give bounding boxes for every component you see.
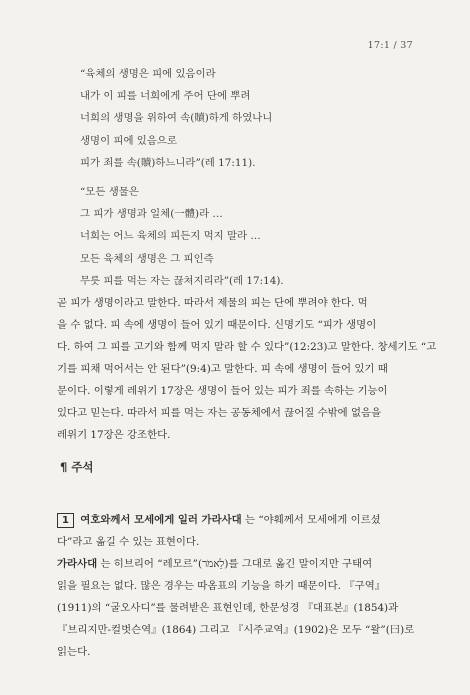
scripture-quote-2 [80,181,284,292]
quote-line: 모든 육체의 생명은 그 피인즉 [80,252,214,265]
body-line: 레위기 17장은 강조한다. [57,429,171,441]
scripture-quote-1 [80,63,272,174]
note-2-line: 읽을 필요는 없다. 많은 경우는 따옴표의 기능을 하기 때문이다. 『구역』 [57,580,386,592]
commentary-notes [57,509,417,663]
note-2-line: 읽는다. [57,646,91,658]
note-1-lemma: 여호와께서 모세에게 일러 가라사대 [80,514,242,526]
page-header-reference: 17:1 / 37 [367,40,413,51]
note-number-badge: 1 [57,513,74,528]
body-line: 곧 피가 생명이라고 말한다. 따라서 제물의 피는 단에 뿌려야 한다. 먹 [57,297,368,309]
quote-line: 너희는 어느 육체의 피든지 먹지 말라 … [80,230,261,243]
note-2-line: (1911)의 “굴오사디”를 물려받은 표현인데, 한문성경 『대표본』(1854)과 [57,602,399,614]
quote-line: “육체의 생명은 피에 있음이라 [80,68,216,80]
quote-line: 그 피가 생명과 일체(一體)라 … [80,208,223,221]
quote-line: 피가 죄를 속(贖)하느니라”(레 17:11). [80,156,256,169]
quote-line: 내가 이 피를 너희에게 주어 단에 뿌려 [80,90,251,103]
quote-line: 생명이 피에 있음으로 [80,134,177,147]
quote-line: 너희의 생명을 위하여 속(贖)하게 하였나니 [80,112,273,125]
body-line: 문이다. 이렇게 레위기 17장은 생명이 들어 있는 피가 죄를 속하는 기능이 [57,385,388,397]
note-1-line-1 [57,509,417,531]
note-1-line-2: 다”라고 옮길 수 있는 표현이다. [57,536,200,548]
note-1-text: 는 “야훼께서 모세에게 이르셨 [245,514,381,526]
body-line: 기를 피채 먹어서는 안 된다”(9:4)고 말한다. 피 속에 생명이 들어 있기 때 [57,363,388,375]
quote-line: 무릇 피를 먹는 자는 끊쳐지리라”(레 17:14). [80,274,284,287]
body-line: 다. 하여 그 피를 고기와 함께 먹지 말라 할 수 있다”(12:23)고 말한다. 창세기도 “고 [57,341,437,353]
note-2-line-1 [57,553,417,575]
body-line: 을 수 없다. 피 속에 생명이 들어 있기 때문이다. 신명기도 “피가 생명이 [57,319,377,331]
note-2-text: 는 히브리어 “레모르”(לֵאמֹר)를 그대로 옮긴 말이지만 구태여 [100,558,373,570]
note-2-lemma: 가라사대 [57,558,98,570]
note-2-line: 『브리지만-컬벗슨역』(1864) 그리고 『시주교역』(1902)은 모두 “왈”(曰)로 [57,624,415,636]
body-line: 있다고 믿는다. 따라서 피를 먹는 자는 공동체에서 끊어질 수밖에 없음을 [57,407,382,419]
body-paragraph [57,292,437,446]
quote-line: “모든 생물은 [80,186,139,198]
section-title: ¶ 주석 [60,460,94,474]
